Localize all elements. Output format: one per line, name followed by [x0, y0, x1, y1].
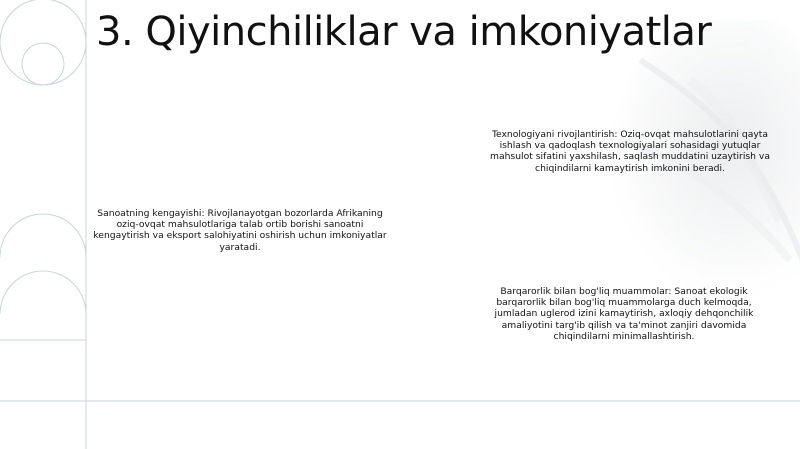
technology-text-block: Texnologiyani rivojlantirish: Oziq-ovqat mahsulotlarini qayta ishlash va qadoqlash texnologiyalari sohasidagi yutuqlar mahsulot sifatini yaxshilash, saqlash muddatini uzaytirish va chiqindilarni kamaytirish imkonini beradi.	[490, 129, 770, 174]
slide-title: 3. Qiyinchiliklar va imkoniyatlar	[96, 9, 712, 55]
arch-lower	[0, 271, 86, 314]
small-circle-outline	[22, 43, 64, 85]
arch-upper	[0, 214, 86, 257]
industry-expansion-text-block: Sanoatning kengayishi: Rivojlanayotgan bozorlarda Afrikaning oziq-ovqat mahsulotlariga talab ortib borishi sanoatni kengaytirish va eksport salohiyatini oshirish uchun imkoniyatlar yaratadi.	[93, 208, 387, 253]
sustainability-text-block: Barqarorlik bilan bog'liq muammolar: Sanoat ekologik barqarorlik bilan bog'liq muammolarga duch kelmoqda, jumladan uglerod izini kamaytirish, axloqiy dehqonchilik amaliyotini targ'ib qilish va ta'minot zanjiri davomida chiqindilarni minimallashtirish.	[494, 286, 754, 342]
